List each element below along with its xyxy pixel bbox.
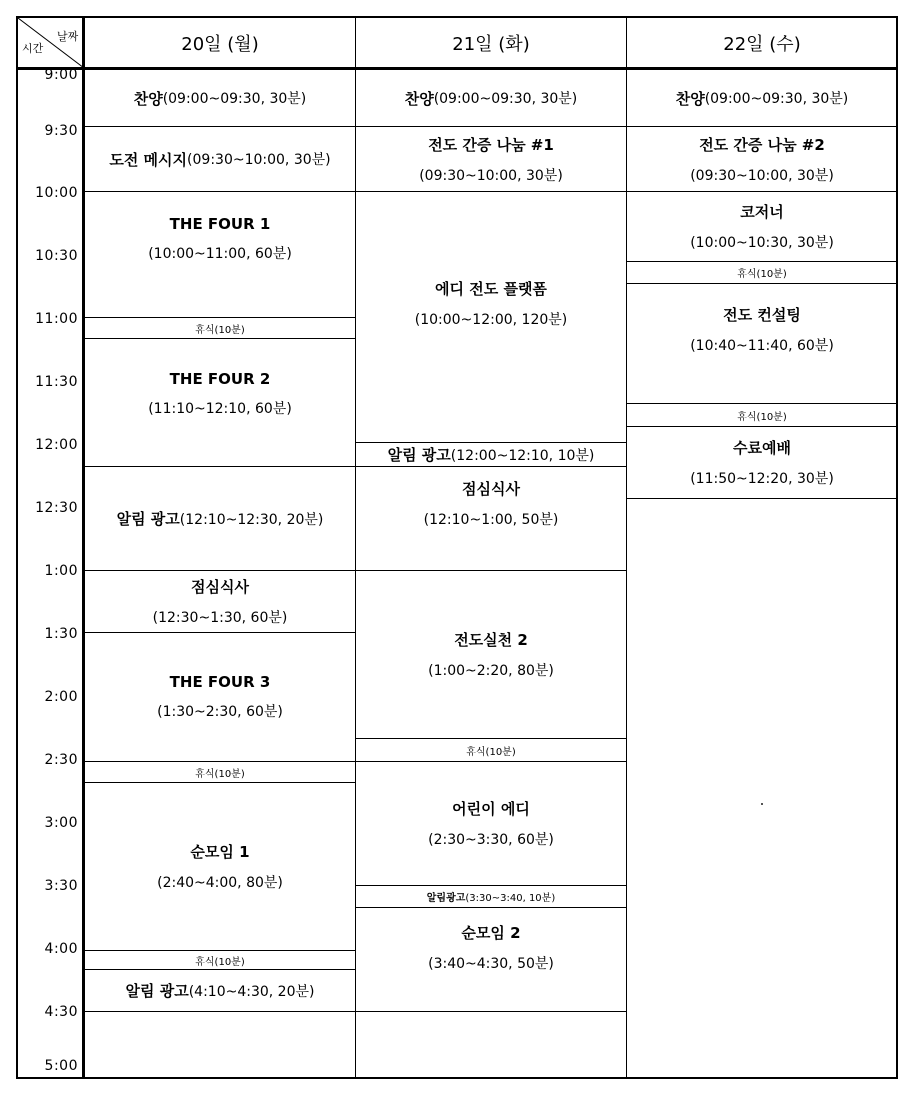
session-time: (2:30~3:30, 60분) [428,832,554,848]
break-block [356,739,626,762]
time-label: 9:30 [44,123,78,139]
session-title: 전도 간증 나눔 #1 [428,135,554,154]
stray-dot [761,803,763,805]
session-block [85,633,355,762]
time-label: 2:30 [44,752,78,768]
time-label: 1:30 [44,626,78,642]
session-block [85,127,355,192]
session-title: THE FOUR 1 [169,214,271,233]
session-title: THE FOUR 3 [169,673,271,691]
break-label: 휴식(10분) [737,269,787,280]
session-time: (12:00~12:10, 10분) [450,447,595,464]
break-block [627,262,897,284]
time-label: 12:30 [35,500,78,516]
corner-date-label: 날짜 [57,30,79,43]
session-time: (4:10~4:30, 20분) [188,983,315,1000]
session-time: (1:00~2:20, 80분) [428,663,554,679]
session-time: (3:30~3:40, 10분) [465,893,556,904]
session-time: (10:00~11:00, 60분) [148,245,292,262]
session-title: 순모임 2 [461,924,521,942]
session-block [85,192,355,318]
session-title: 도전 메시지 [109,150,188,169]
session-block [85,970,355,1012]
break-label: 휴식(10분) [737,411,787,423]
session-block [356,762,626,886]
day-header-mon: 20일 (월) [181,34,259,55]
session-time: (10:40~11:40, 60분) [690,338,834,354]
time-label: 9:00 [44,67,78,83]
corner-time-label: 시간 [22,42,44,55]
session-block [627,284,897,404]
time-label: 3:00 [44,815,78,831]
session-title: 수료예배 [733,439,791,457]
session-title: 알림 광고 [125,982,189,1000]
session-time: (12:30~1:30, 60분) [152,610,288,626]
session-block [356,908,626,1012]
break-block [85,762,355,783]
day-header-tue: 21일 (화) [452,34,530,55]
session-time: (09:30~10:00, 30분) [690,167,834,184]
session-block [356,886,626,908]
session-title: 알림광고 [426,893,466,904]
session-block [627,70,897,127]
session-title: 순모임 1 [190,843,250,861]
session-time: (09:30~10:00, 30분) [419,167,563,184]
session-block [85,339,355,467]
time-label: 11:00 [35,311,78,327]
session-time: (11:10~12:10, 60분) [148,400,292,417]
session-time: (12:10~1:00, 50분) [423,512,559,528]
break-block [85,951,355,970]
session-block [85,571,355,633]
session-block [85,783,355,951]
session-time: (09:00~09:30, 30분) [704,91,849,107]
session-title: 전도 컨설팅 [723,306,801,324]
session-title: 점심식사 [191,578,249,596]
session-block [627,427,897,499]
session-title: 찬양 [404,89,434,108]
session-title: 점심식사 [462,480,520,498]
session-block [356,192,626,443]
time-label: 2:00 [44,689,78,705]
session-time: (09:00~09:30, 30분) [162,91,307,107]
session-block [85,70,355,127]
time-label: 4:00 [44,941,78,957]
session-block [356,467,626,571]
session-time: (1:30~2:30, 60분) [157,704,283,720]
session-title: 찬양 [675,89,705,108]
session-block [356,70,626,127]
session-title: 전도실천 2 [454,631,528,649]
session-time: (2:40~4:00, 80분) [157,875,283,891]
session-time: (11:50~12:20, 30분) [690,471,834,487]
time-label: 4:30 [44,1004,78,1020]
session-time: (10:00~12:00, 120분) [414,311,568,328]
session-time: (12:10~12:30, 20분) [179,511,324,528]
session-time: (09:00~09:30, 30분) [433,91,578,107]
time-label: 3:30 [44,878,78,894]
time-label: 5:00 [44,1058,78,1074]
session-block [356,443,626,467]
break-block [85,318,355,339]
session-block [627,192,897,262]
session-title: 코저너 [740,203,784,221]
session-time: (09:30~10:00, 30분) [187,152,331,168]
session-block [356,571,626,739]
session-title: 전도 간증 나눔 #2 [699,135,825,154]
break-label: 휴식(10분) [195,768,245,780]
time-label: 12:00 [35,437,78,453]
session-title: 어린이 에디 [452,800,530,818]
session-block [85,467,355,571]
session-title: 찬양 [133,89,163,108]
time-label: 10:30 [35,248,78,264]
break-block [627,404,897,427]
session-title: 알림 광고 [387,446,451,464]
time-label: 10:00 [35,185,78,201]
break-label: 휴식(10분) [195,324,245,336]
break-label: 휴식(10분) [195,956,245,968]
break-label: 휴식(10분) [466,746,516,758]
session-time: (10:00~10:30, 30분) [690,235,834,251]
session-time: (3:40~4:30, 50분) [428,956,554,972]
session-title: 에디 전도 플랫폼 [435,279,547,298]
session-block [356,127,626,192]
time-label: 11:30 [35,374,78,390]
session-title: THE FOUR 2 [169,369,271,388]
time-label: 1:00 [44,563,78,579]
session-block [627,127,897,192]
day-header-wed: 22일 (수) [723,34,801,55]
session-title: 알림 광고 [116,510,180,528]
